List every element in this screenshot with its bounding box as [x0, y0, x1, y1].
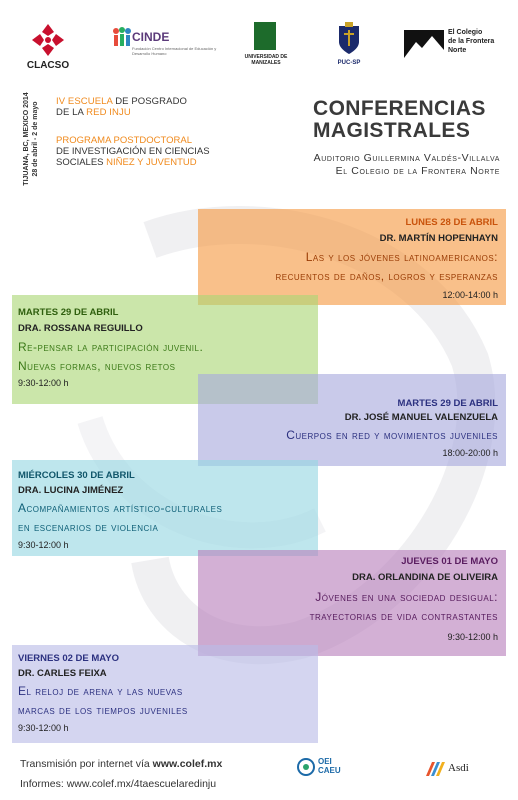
session-speaker: DRA. ROSSANA REGUILLO: [18, 323, 143, 334]
session-card-3: [198, 374, 506, 466]
colef-logo-icon: [404, 30, 444, 58]
session-speaker: DRA. LUCINA JIMÉNEZ: [18, 485, 124, 496]
cinde-logo-icon: [112, 26, 132, 48]
oei-logo-line: CAEU: [318, 766, 341, 775]
school-line2-pre: DE LA: [56, 107, 87, 118]
session-time: 9:30-12:00 h: [18, 378, 69, 388]
session-title: [275, 248, 498, 286]
session-time: 9:30-12:00 h: [18, 723, 69, 733]
page-title: [313, 98, 486, 142]
manizales-logo-icon: [254, 22, 276, 50]
location-text: TIJUANA, BC, MEXICO 2014: [23, 92, 30, 186]
manizales-logo-label: UNIVERSIDAD DE MANIZALES: [244, 54, 288, 66]
school-heading: [56, 96, 187, 118]
page-title-line2: MAGISTRALES: [313, 119, 471, 142]
stream-label: Transmisión por internet vía: [20, 758, 153, 770]
program-line1: PROGRAMA POSTDOCTORAL: [56, 135, 193, 146]
stream-link[interactable]: www.colef.mx: [152, 758, 223, 770]
asdi-logo-icon: [426, 762, 446, 776]
session-title-line1: Cuerpos en red y movimientos juveniles: [286, 428, 498, 442]
session-time: 9:30-12:00 h: [447, 632, 498, 642]
session-title: [18, 499, 222, 537]
clacso-logo-icon: [30, 22, 66, 58]
colef-logo-line: de la Frontera: [448, 38, 495, 45]
session-title: [286, 426, 498, 445]
session-title-line1: El reloj de arena y las nuevas: [18, 684, 183, 698]
dates-text: 28 de abril - 2 de mayo: [32, 101, 39, 177]
session-card-6: [12, 645, 318, 743]
clacso-logo-label: CLACSO: [26, 60, 70, 71]
session-speaker: DR. JOSÉ MANUEL VALENZUELA: [344, 412, 498, 423]
session-title-line1: Las y los jóvenes latinoamericanos:: [305, 250, 498, 264]
oei-logo-icon: [297, 758, 315, 776]
session-title: [310, 588, 498, 626]
session-speaker: DR. MARTÍN HOPENHAYN: [379, 233, 498, 244]
session-title-line2: Nuevas formas, nuevos retos: [18, 359, 176, 373]
session-title-line1: Acompañamientos artístico-culturales: [18, 501, 223, 515]
session-title-line2: recuentos de daños, logros y esperanzas: [275, 269, 498, 283]
program-line2: DE INVESTIGACIÓN EN CIENCIAS: [56, 146, 210, 157]
session-date: MIÉRCOLES 30 DE ABRIL: [18, 470, 135, 481]
session-date: VIERNES 02 DE MAYO: [18, 653, 120, 664]
cinde-logo-label: CINDE: [132, 30, 170, 44]
session-date: MARTES 29 DE ABRIL: [397, 398, 498, 409]
venue-line2: El Colegio de la Frontera Norte: [335, 165, 500, 177]
session-time: 18:00-20:00 h: [442, 448, 498, 458]
info-link[interactable]: www.colef.mx/4taescuelaredinju: [66, 778, 217, 790]
session-title-line1: Jóvenes en una sociedad desigual:: [315, 590, 498, 604]
session-time: 12:00-14:00 h: [442, 290, 498, 300]
venue-line1: Auditorio Guillermina Valdés-Villalva: [313, 152, 500, 164]
colef-logo-line: El Colegio: [448, 29, 483, 36]
colef-logo-line: Norte: [448, 47, 467, 54]
session-speaker: DRA. ORLANDINA DE OLIVEIRA: [352, 572, 498, 583]
puc-crest-icon: [336, 22, 362, 56]
oei-logo-label: [318, 757, 341, 775]
program-line3-accent: NIÑEZ Y JUVENTUD: [106, 157, 197, 168]
location-dates-vertical: [22, 64, 40, 214]
session-title-line2: marcas de los tiempos juveniles: [18, 703, 188, 717]
program-line3-pre: SOCIALES: [56, 157, 107, 168]
session-time: 9:30-12:00 h: [18, 540, 69, 550]
school-line2-accent: RED INJU: [86, 107, 131, 118]
session-title-line2: trayectorias de vida contrastantes: [309, 609, 498, 623]
colef-logo-label: [448, 28, 514, 55]
program-heading: [56, 135, 210, 168]
school-line1-rest: DE POSGRADO: [115, 96, 188, 107]
cinde-logo-subtitle: Fundación Centro Internacional de Educación y Desarrollo Humano: [132, 46, 217, 56]
school-line1-accent: IV ESCUELA: [56, 96, 116, 107]
session-speaker: DR. CARLES FEIXA: [18, 668, 107, 679]
info-line: [20, 778, 216, 790]
asdi-logo-label: Asdi: [448, 762, 469, 774]
info-label: Informes:: [20, 778, 67, 790]
session-title-line1: Re-pensar la participación juvenil.: [18, 340, 204, 354]
session-title: [18, 682, 188, 720]
session-card-5: [198, 550, 506, 656]
session-card-1: [198, 209, 506, 305]
oei-logo-line: OEI: [318, 757, 332, 766]
session-date: MARTES 29 DE ABRIL: [18, 307, 119, 318]
session-date: LUNES 28 DE ABRIL: [405, 217, 498, 228]
puc-logo-label: PUC-SP: [337, 60, 361, 66]
stream-info: [20, 758, 222, 770]
session-title-line2: en escenarios de violencia: [18, 520, 159, 534]
session-date: JUEVES 01 DE MAYO: [401, 556, 498, 567]
session-card-4: [12, 460, 318, 556]
session-title: [18, 338, 203, 376]
venue: [284, 152, 500, 178]
page-title-line1: CONFERENCIAS: [313, 97, 486, 120]
